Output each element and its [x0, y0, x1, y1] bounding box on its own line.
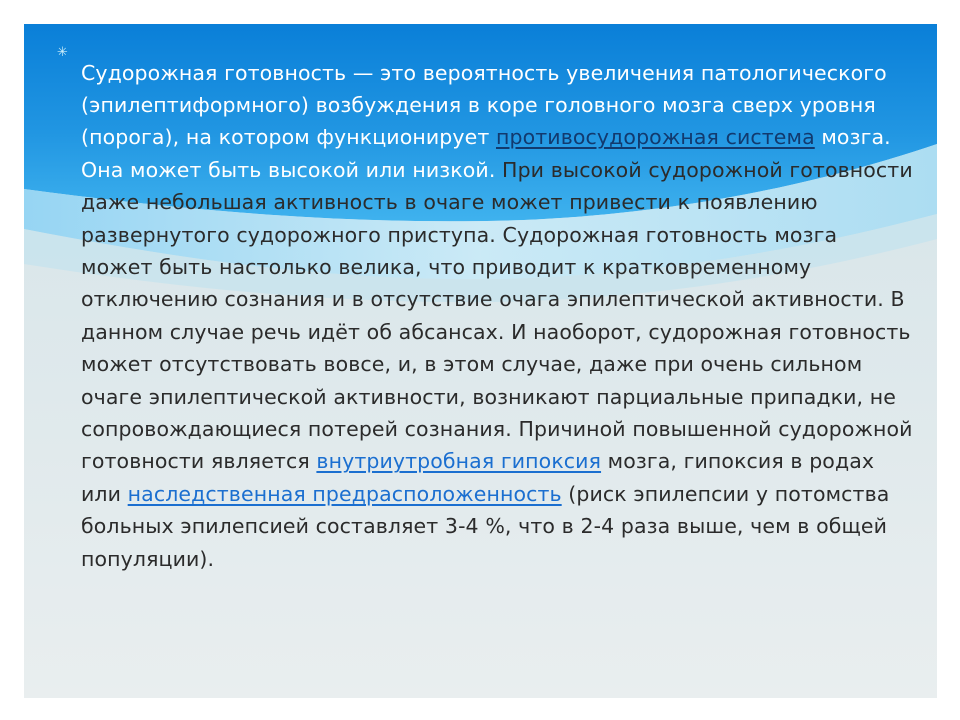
paragraph-text-1: Судорожная готовность — это вероятность увеличения патологического (эпилептиформного) возбуждения в коре головного мозга сверх уровня (порога), на котором функционирует [81, 60, 887, 150]
paragraph-text-3: При высокой судорожной готовности даже небольшая активность в очаге может привести к появлению развернутого судорожного приступа. Судорожная готовность мозга может быть настолько велика, что приводит к кратковременному отключению сознания и в отсутствие очага эпилептической активности. В данном случае речь идёт об абсансах. И наоборот, судорожная готовность может отсутствовать вовсе, и, в этом случае, даже при очень сильном очаге эпилептической активности, возникают парциальные припадки, не сопровождающиеся потерей сознания. Причиной повышенной судорожной готовности является [81, 157, 913, 474]
asterisk-bullet-icon: ✳ [57, 45, 68, 60]
paragraph-text-2: мозга. Она может быть высокой или низкой. [81, 125, 891, 182]
paragraph-text-5: (риск эпилепсии у потомства больных эпилепсией составляет 3-4 %, что в 2-4 раза выше, чем в общей популяции). [81, 481, 890, 571]
paragraph-text-4: мозга, гипоксия в родах или [81, 449, 875, 506]
link-intrauterine-hypoxia[interactable]: внутриутробная гипоксия [316, 449, 602, 474]
slide-body-text [81, 57, 913, 576]
link-hereditary-predisposition[interactable]: наследственная предрасположенность [127, 481, 562, 506]
slide [24, 24, 937, 698]
link-anticonvulsant-system[interactable]: противосудорожная система [496, 125, 815, 150]
